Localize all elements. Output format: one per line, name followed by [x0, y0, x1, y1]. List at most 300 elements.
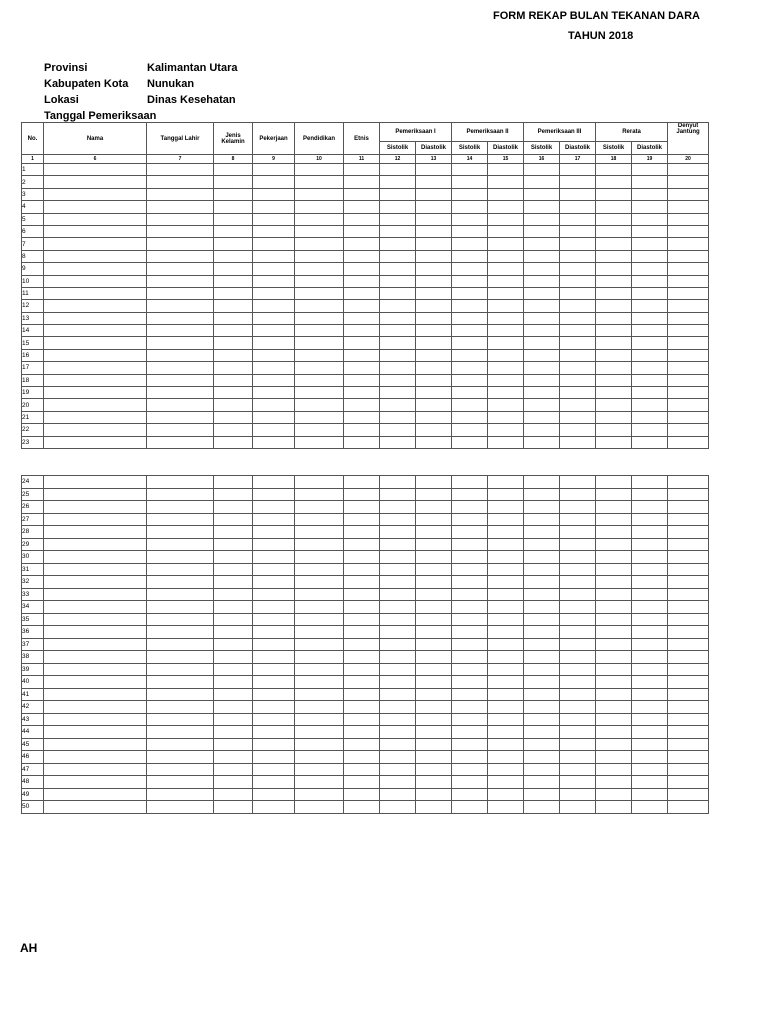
empty-cell[interactable] — [596, 238, 632, 250]
empty-cell[interactable] — [147, 349, 214, 361]
empty-cell[interactable] — [488, 424, 524, 436]
empty-cell[interactable] — [147, 701, 214, 714]
empty-cell[interactable] — [44, 349, 147, 361]
empty-cell[interactable] — [596, 738, 632, 751]
empty-cell[interactable] — [253, 526, 295, 539]
empty-cell[interactable] — [344, 250, 380, 262]
empty-cell[interactable] — [632, 424, 668, 436]
empty-cell[interactable] — [147, 563, 214, 576]
empty-cell[interactable] — [295, 601, 344, 614]
empty-cell[interactable] — [524, 387, 560, 399]
empty-cell[interactable] — [524, 399, 560, 411]
empty-cell[interactable] — [44, 176, 147, 188]
empty-cell[interactable] — [596, 263, 632, 275]
empty-cell[interactable] — [380, 411, 416, 423]
empty-cell[interactable] — [596, 287, 632, 299]
empty-cell[interactable] — [44, 424, 147, 436]
empty-cell[interactable] — [295, 788, 344, 801]
empty-cell[interactable] — [632, 411, 668, 423]
empty-cell[interactable] — [253, 638, 295, 651]
empty-cell[interactable] — [44, 526, 147, 539]
empty-cell[interactable] — [253, 213, 295, 225]
empty-cell[interactable] — [44, 287, 147, 299]
empty-cell[interactable] — [344, 436, 380, 448]
empty-cell[interactable] — [147, 213, 214, 225]
empty-cell[interactable] — [560, 726, 596, 739]
empty-cell[interactable] — [380, 526, 416, 539]
empty-cell[interactable] — [632, 551, 668, 564]
empty-cell[interactable] — [44, 513, 147, 526]
empty-cell[interactable] — [44, 688, 147, 701]
empty-cell[interactable] — [452, 801, 488, 814]
empty-cell[interactable] — [214, 526, 253, 539]
empty-cell[interactable] — [488, 513, 524, 526]
empty-cell[interactable] — [560, 713, 596, 726]
empty-cell[interactable] — [344, 751, 380, 764]
empty-cell[interactable] — [214, 763, 253, 776]
empty-cell[interactable] — [344, 526, 380, 539]
empty-cell[interactable] — [214, 362, 253, 374]
empty-cell[interactable] — [295, 513, 344, 526]
empty-cell[interactable] — [452, 387, 488, 399]
empty-cell[interactable] — [295, 424, 344, 436]
empty-cell[interactable] — [295, 738, 344, 751]
empty-cell[interactable] — [380, 638, 416, 651]
empty-cell[interactable] — [596, 325, 632, 337]
empty-cell[interactable] — [668, 576, 709, 589]
empty-cell[interactable] — [632, 238, 668, 250]
empty-cell[interactable] — [524, 651, 560, 664]
empty-cell[interactable] — [295, 688, 344, 701]
empty-cell[interactable] — [488, 275, 524, 287]
empty-cell[interactable] — [380, 213, 416, 225]
empty-cell[interactable] — [253, 751, 295, 764]
empty-cell[interactable] — [147, 188, 214, 200]
empty-cell[interactable] — [344, 738, 380, 751]
empty-cell[interactable] — [668, 638, 709, 651]
empty-cell[interactable] — [214, 651, 253, 664]
empty-cell[interactable] — [488, 349, 524, 361]
empty-cell[interactable] — [416, 476, 452, 489]
empty-cell[interactable] — [214, 501, 253, 514]
empty-cell[interactable] — [488, 263, 524, 275]
empty-cell[interactable] — [214, 738, 253, 751]
empty-cell[interactable] — [147, 424, 214, 436]
empty-cell[interactable] — [524, 501, 560, 514]
empty-cell[interactable] — [668, 588, 709, 601]
empty-cell[interactable] — [488, 751, 524, 764]
empty-cell[interactable] — [560, 488, 596, 501]
empty-cell[interactable] — [632, 399, 668, 411]
empty-cell[interactable] — [452, 563, 488, 576]
empty-cell[interactable] — [44, 374, 147, 386]
empty-cell[interactable] — [295, 164, 344, 176]
empty-cell[interactable] — [560, 501, 596, 514]
empty-cell[interactable] — [214, 576, 253, 589]
empty-cell[interactable] — [214, 688, 253, 701]
empty-cell[interactable] — [668, 300, 709, 312]
empty-cell[interactable] — [380, 164, 416, 176]
empty-cell[interactable] — [596, 337, 632, 349]
empty-cell[interactable] — [488, 576, 524, 589]
empty-cell[interactable] — [214, 201, 253, 213]
empty-cell[interactable] — [560, 613, 596, 626]
empty-cell[interactable] — [147, 312, 214, 324]
empty-cell[interactable] — [416, 788, 452, 801]
empty-cell[interactable] — [416, 751, 452, 764]
empty-cell[interactable] — [344, 576, 380, 589]
empty-cell[interactable] — [147, 476, 214, 489]
empty-cell[interactable] — [344, 387, 380, 399]
empty-cell[interactable] — [44, 201, 147, 213]
empty-cell[interactable] — [560, 362, 596, 374]
empty-cell[interactable] — [668, 213, 709, 225]
empty-cell[interactable] — [344, 538, 380, 551]
empty-cell[interactable] — [668, 538, 709, 551]
empty-cell[interactable] — [344, 213, 380, 225]
empty-cell[interactable] — [214, 337, 253, 349]
empty-cell[interactable] — [416, 713, 452, 726]
empty-cell[interactable] — [524, 576, 560, 589]
empty-cell[interactable] — [253, 551, 295, 564]
empty-cell[interactable] — [380, 476, 416, 489]
empty-cell[interactable] — [524, 513, 560, 526]
empty-cell[interactable] — [44, 713, 147, 726]
empty-cell[interactable] — [214, 613, 253, 626]
empty-cell[interactable] — [452, 411, 488, 423]
empty-cell[interactable] — [668, 726, 709, 739]
empty-cell[interactable] — [524, 526, 560, 539]
empty-cell[interactable] — [295, 201, 344, 213]
empty-cell[interactable] — [147, 362, 214, 374]
empty-cell[interactable] — [380, 726, 416, 739]
empty-cell[interactable] — [214, 788, 253, 801]
empty-cell[interactable] — [632, 275, 668, 287]
empty-cell[interactable] — [596, 638, 632, 651]
empty-cell[interactable] — [295, 275, 344, 287]
empty-cell[interactable] — [632, 263, 668, 275]
empty-cell[interactable] — [44, 325, 147, 337]
empty-cell[interactable] — [295, 411, 344, 423]
empty-cell[interactable] — [560, 776, 596, 789]
empty-cell[interactable] — [668, 374, 709, 386]
empty-cell[interactable] — [668, 788, 709, 801]
empty-cell[interactable] — [452, 275, 488, 287]
empty-cell[interactable] — [632, 676, 668, 689]
empty-cell[interactable] — [452, 201, 488, 213]
empty-cell[interactable] — [632, 201, 668, 213]
empty-cell[interactable] — [632, 651, 668, 664]
empty-cell[interactable] — [44, 263, 147, 275]
empty-cell[interactable] — [416, 563, 452, 576]
empty-cell[interactable] — [416, 238, 452, 250]
empty-cell[interactable] — [253, 312, 295, 324]
empty-cell[interactable] — [560, 287, 596, 299]
empty-cell[interactable] — [44, 801, 147, 814]
empty-cell[interactable] — [253, 411, 295, 423]
empty-cell[interactable] — [560, 676, 596, 689]
empty-cell[interactable] — [147, 436, 214, 448]
empty-cell[interactable] — [524, 488, 560, 501]
empty-cell[interactable] — [295, 526, 344, 539]
empty-cell[interactable] — [416, 526, 452, 539]
empty-cell[interactable] — [452, 436, 488, 448]
empty-cell[interactable] — [253, 362, 295, 374]
empty-cell[interactable] — [295, 613, 344, 626]
empty-cell[interactable] — [452, 374, 488, 386]
empty-cell[interactable] — [295, 776, 344, 789]
empty-cell[interactable] — [524, 201, 560, 213]
empty-cell[interactable] — [147, 287, 214, 299]
empty-cell[interactable] — [344, 663, 380, 676]
empty-cell[interactable] — [524, 337, 560, 349]
empty-cell[interactable] — [668, 411, 709, 423]
empty-cell[interactable] — [668, 387, 709, 399]
empty-cell[interactable] — [560, 387, 596, 399]
empty-cell[interactable] — [560, 337, 596, 349]
empty-cell[interactable] — [295, 399, 344, 411]
empty-cell[interactable] — [214, 638, 253, 651]
empty-cell[interactable] — [524, 763, 560, 776]
empty-cell[interactable] — [295, 563, 344, 576]
empty-cell[interactable] — [668, 399, 709, 411]
empty-cell[interactable] — [344, 501, 380, 514]
empty-cell[interactable] — [560, 300, 596, 312]
empty-cell[interactable] — [416, 325, 452, 337]
empty-cell[interactable] — [416, 188, 452, 200]
empty-cell[interactable] — [147, 576, 214, 589]
empty-cell[interactable] — [452, 613, 488, 626]
empty-cell[interactable] — [253, 476, 295, 489]
empty-cell[interactable] — [488, 688, 524, 701]
empty-cell[interactable] — [596, 374, 632, 386]
empty-cell[interactable] — [416, 250, 452, 262]
empty-cell[interactable] — [295, 250, 344, 262]
empty-cell[interactable] — [488, 726, 524, 739]
empty-cell[interactable] — [416, 424, 452, 436]
empty-cell[interactable] — [147, 688, 214, 701]
empty-cell[interactable] — [632, 663, 668, 676]
empty-cell[interactable] — [596, 476, 632, 489]
empty-cell[interactable] — [560, 588, 596, 601]
empty-cell[interactable] — [488, 676, 524, 689]
empty-cell[interactable] — [214, 436, 253, 448]
empty-cell[interactable] — [596, 424, 632, 436]
empty-cell[interactable] — [632, 188, 668, 200]
empty-cell[interactable] — [524, 164, 560, 176]
empty-cell[interactable] — [380, 751, 416, 764]
empty-cell[interactable] — [452, 676, 488, 689]
empty-cell[interactable] — [488, 788, 524, 801]
empty-cell[interactable] — [524, 751, 560, 764]
empty-cell[interactable] — [416, 201, 452, 213]
empty-cell[interactable] — [452, 488, 488, 501]
empty-cell[interactable] — [452, 576, 488, 589]
empty-cell[interactable] — [253, 201, 295, 213]
empty-cell[interactable] — [344, 638, 380, 651]
empty-cell[interactable] — [668, 263, 709, 275]
empty-cell[interactable] — [344, 701, 380, 714]
empty-cell[interactable] — [452, 300, 488, 312]
empty-cell[interactable] — [147, 588, 214, 601]
empty-cell[interactable] — [488, 476, 524, 489]
empty-cell[interactable] — [632, 362, 668, 374]
empty-cell[interactable] — [253, 176, 295, 188]
empty-cell[interactable] — [253, 188, 295, 200]
empty-cell[interactable] — [524, 476, 560, 489]
empty-cell[interactable] — [214, 213, 253, 225]
empty-cell[interactable] — [253, 738, 295, 751]
empty-cell[interactable] — [668, 501, 709, 514]
empty-cell[interactable] — [44, 563, 147, 576]
empty-cell[interactable] — [668, 188, 709, 200]
empty-cell[interactable] — [488, 337, 524, 349]
empty-cell[interactable] — [253, 701, 295, 714]
empty-cell[interactable] — [380, 287, 416, 299]
empty-cell[interactable] — [295, 287, 344, 299]
empty-cell[interactable] — [344, 688, 380, 701]
empty-cell[interactable] — [524, 436, 560, 448]
empty-cell[interactable] — [524, 563, 560, 576]
empty-cell[interactable] — [416, 801, 452, 814]
empty-cell[interactable] — [668, 763, 709, 776]
empty-cell[interactable] — [416, 776, 452, 789]
empty-cell[interactable] — [452, 701, 488, 714]
empty-cell[interactable] — [560, 188, 596, 200]
empty-cell[interactable] — [214, 726, 253, 739]
empty-cell[interactable] — [596, 387, 632, 399]
empty-cell[interactable] — [380, 801, 416, 814]
empty-cell[interactable] — [416, 538, 452, 551]
empty-cell[interactable] — [488, 501, 524, 514]
empty-cell[interactable] — [524, 776, 560, 789]
empty-cell[interactable] — [147, 726, 214, 739]
empty-cell[interactable] — [632, 701, 668, 714]
empty-cell[interactable] — [560, 164, 596, 176]
empty-cell[interactable] — [524, 225, 560, 237]
empty-cell[interactable] — [596, 513, 632, 526]
empty-cell[interactable] — [44, 638, 147, 651]
empty-cell[interactable] — [560, 349, 596, 361]
empty-cell[interactable] — [560, 751, 596, 764]
empty-cell[interactable] — [147, 501, 214, 514]
empty-cell[interactable] — [632, 626, 668, 639]
empty-cell[interactable] — [632, 713, 668, 726]
empty-cell[interactable] — [214, 476, 253, 489]
empty-cell[interactable] — [524, 638, 560, 651]
empty-cell[interactable] — [253, 776, 295, 789]
empty-cell[interactable] — [668, 201, 709, 213]
empty-cell[interactable] — [253, 238, 295, 250]
empty-cell[interactable] — [344, 164, 380, 176]
empty-cell[interactable] — [416, 213, 452, 225]
empty-cell[interactable] — [147, 638, 214, 651]
empty-cell[interactable] — [380, 188, 416, 200]
empty-cell[interactable] — [147, 275, 214, 287]
empty-cell[interactable] — [632, 436, 668, 448]
empty-cell[interactable] — [253, 663, 295, 676]
empty-cell[interactable] — [253, 275, 295, 287]
empty-cell[interactable] — [416, 588, 452, 601]
empty-cell[interactable] — [416, 488, 452, 501]
empty-cell[interactable] — [632, 476, 668, 489]
empty-cell[interactable] — [44, 701, 147, 714]
empty-cell[interactable] — [560, 601, 596, 614]
empty-cell[interactable] — [380, 325, 416, 337]
empty-cell[interactable] — [344, 362, 380, 374]
empty-cell[interactable] — [668, 250, 709, 262]
empty-cell[interactable] — [380, 626, 416, 639]
empty-cell[interactable] — [147, 738, 214, 751]
empty-cell[interactable] — [214, 588, 253, 601]
empty-cell[interactable] — [295, 576, 344, 589]
empty-cell[interactable] — [214, 601, 253, 614]
empty-cell[interactable] — [560, 374, 596, 386]
empty-cell[interactable] — [344, 513, 380, 526]
empty-cell[interactable] — [344, 238, 380, 250]
empty-cell[interactable] — [295, 676, 344, 689]
empty-cell[interactable] — [560, 763, 596, 776]
empty-cell[interactable] — [44, 476, 147, 489]
empty-cell[interactable] — [344, 726, 380, 739]
empty-cell[interactable] — [524, 176, 560, 188]
empty-cell[interactable] — [596, 551, 632, 564]
empty-cell[interactable] — [344, 300, 380, 312]
empty-cell[interactable] — [380, 387, 416, 399]
empty-cell[interactable] — [488, 626, 524, 639]
empty-cell[interactable] — [344, 476, 380, 489]
empty-cell[interactable] — [596, 362, 632, 374]
empty-cell[interactable] — [147, 713, 214, 726]
empty-cell[interactable] — [416, 411, 452, 423]
empty-cell[interactable] — [596, 188, 632, 200]
empty-cell[interactable] — [632, 337, 668, 349]
empty-cell[interactable] — [147, 613, 214, 626]
empty-cell[interactable] — [416, 287, 452, 299]
empty-cell[interactable] — [214, 538, 253, 551]
empty-cell[interactable] — [524, 349, 560, 361]
empty-cell[interactable] — [380, 788, 416, 801]
empty-cell[interactable] — [253, 788, 295, 801]
empty-cell[interactable] — [452, 638, 488, 651]
empty-cell[interactable] — [253, 513, 295, 526]
empty-cell[interactable] — [524, 238, 560, 250]
empty-cell[interactable] — [416, 613, 452, 626]
empty-cell[interactable] — [632, 638, 668, 651]
empty-cell[interactable] — [452, 238, 488, 250]
empty-cell[interactable] — [380, 676, 416, 689]
empty-cell[interactable] — [344, 601, 380, 614]
empty-cell[interactable] — [488, 201, 524, 213]
empty-cell[interactable] — [416, 576, 452, 589]
empty-cell[interactable] — [524, 275, 560, 287]
empty-cell[interactable] — [596, 213, 632, 225]
empty-cell[interactable] — [452, 263, 488, 275]
empty-cell[interactable] — [560, 213, 596, 225]
empty-cell[interactable] — [596, 250, 632, 262]
empty-cell[interactable] — [214, 626, 253, 639]
empty-cell[interactable] — [488, 411, 524, 423]
empty-cell[interactable] — [380, 513, 416, 526]
empty-cell[interactable] — [214, 188, 253, 200]
empty-cell[interactable] — [524, 663, 560, 676]
empty-cell[interactable] — [416, 436, 452, 448]
empty-cell[interactable] — [344, 188, 380, 200]
empty-cell[interactable] — [560, 626, 596, 639]
empty-cell[interactable] — [253, 164, 295, 176]
empty-cell[interactable] — [596, 713, 632, 726]
empty-cell[interactable] — [632, 374, 668, 386]
